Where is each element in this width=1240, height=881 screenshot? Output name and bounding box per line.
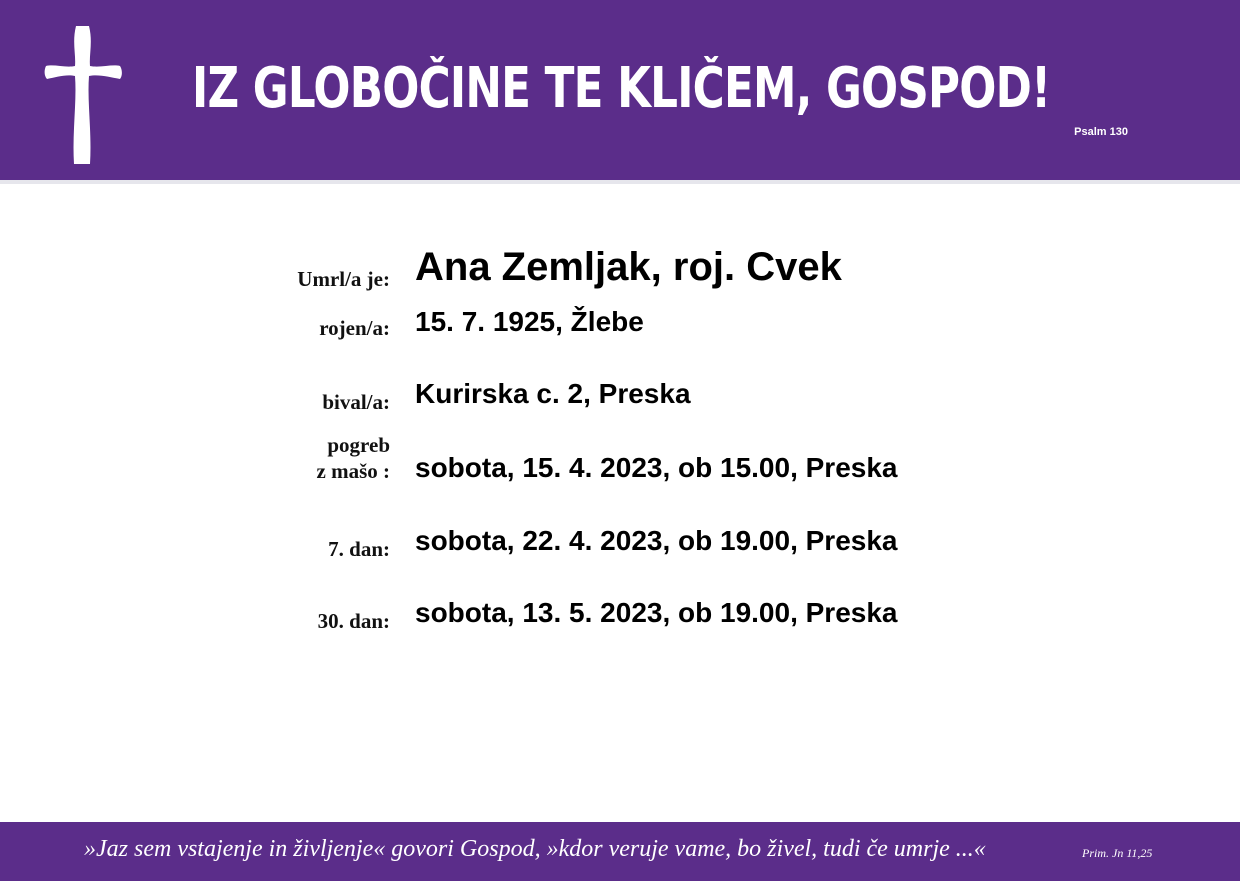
day30-value: sobota, 13. 5. 2023, ob 19.00, Preska — [415, 597, 898, 628]
label-funeral-line1: pogreb — [327, 433, 390, 457]
label-day7: 7. dan: — [328, 537, 390, 561]
born-value: 15. 7. 1925, Žlebe — [415, 306, 644, 337]
cross-icon — [42, 22, 124, 168]
page-title: IZ GLOBOČINE TE KLIČEM, GOSPOD! — [192, 56, 1051, 121]
label-born: rojen/a: — [319, 316, 390, 340]
residence-value: Kurirska c. 2, Preska — [415, 378, 691, 409]
label-funeral-line2: z mašo : — [316, 459, 390, 483]
funeral-value: sobota, 15. 4. 2023, ob 15.00, Preska — [415, 452, 898, 483]
label-funeral — [317, 432, 390, 484]
footer-quote: »Jaz sem vstajenje in življenje« govori Gospod, »kdor veruje vame, bo živel, tudi če umrje ...« — [84, 836, 986, 862]
psalm-reference: Psalm 130 — [1074, 126, 1128, 138]
day7-value: sobota, 22. 4. 2023, ob 19.00, Preska — [415, 525, 898, 556]
deceased-name: Ana Zemljak, roj. Cvek — [415, 245, 842, 289]
label-deceased: Umrl/a je: — [297, 267, 390, 291]
footer-quote-reference: Prim. Jn 11,25 — [1082, 846, 1153, 860]
header-banner — [0, 0, 1240, 180]
header-divider — [0, 180, 1240, 184]
label-residence: bival/a: — [322, 390, 390, 414]
label-day30: 30. dan: — [317, 609, 390, 633]
